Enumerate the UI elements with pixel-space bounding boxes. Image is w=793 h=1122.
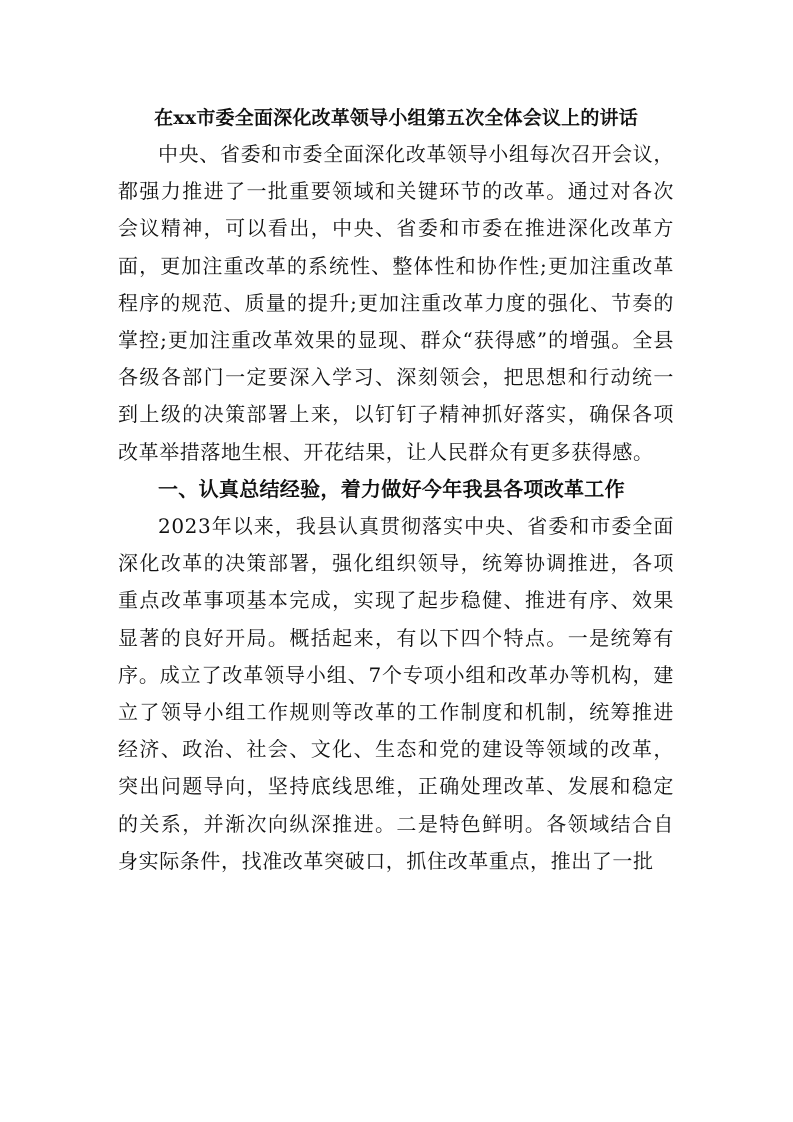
section-heading-1: 一、认真总结经验，着力做好今年我县各项改革工作 (158, 476, 625, 501)
intro-paragraph: 中央、省委和市委全面深化改革领导小组每次召开会议，都强力推进了一批重要领域和关键环节的改革。通过对各次会议精神，可以看出，中央、省委和市委在推进深化改革方面，更加注重改革的系统性、整体性和协作性;更加注重改革程序的规范、质量的提升;更加注重改革力度的强化、节奏的掌控;更加注重改革效果的显现、群众“获得感”的增强。全县各级各部门一定要深入学习、深刻领会，把思想和行动统一到上级的决策部署上来，以钉钉子精神抓好落实，确保各项改革举措落地生根、开花结果，让人民群众有更多获得感。 (118, 142, 674, 464)
document-title: 在xx市委全面深化改革领导小组第五次全体会议上的讲话 (154, 107, 638, 129)
section-1-paragraph: 2023年以来，我县认真贯彻落实中央、省委和市委全面深化改革的决策部署，强化组织领导，统筹协调推进，各项重点改革事项基本完成，实现了起步稳健、推进有序、效果显著的良好开局。概括起来，有以下四个特点。一是统筹有序。成立了改革领导小组、7个专项小组和改革办等机构，建立了领导小组工作规则等改革的工作制度和机制，统筹推进经济、政治、社会、文化、生态和党的建设等领域的改革，突出问题导向，坚持底线思维，正确处理改革、发展和稳定的关系，并渐次向纵深推进。二是特色鲜明。各领域结合自身实际条件，找准改革突破口，抓住改革重点，推出了一批 (118, 514, 674, 873)
document-page (118, 100, 674, 880)
